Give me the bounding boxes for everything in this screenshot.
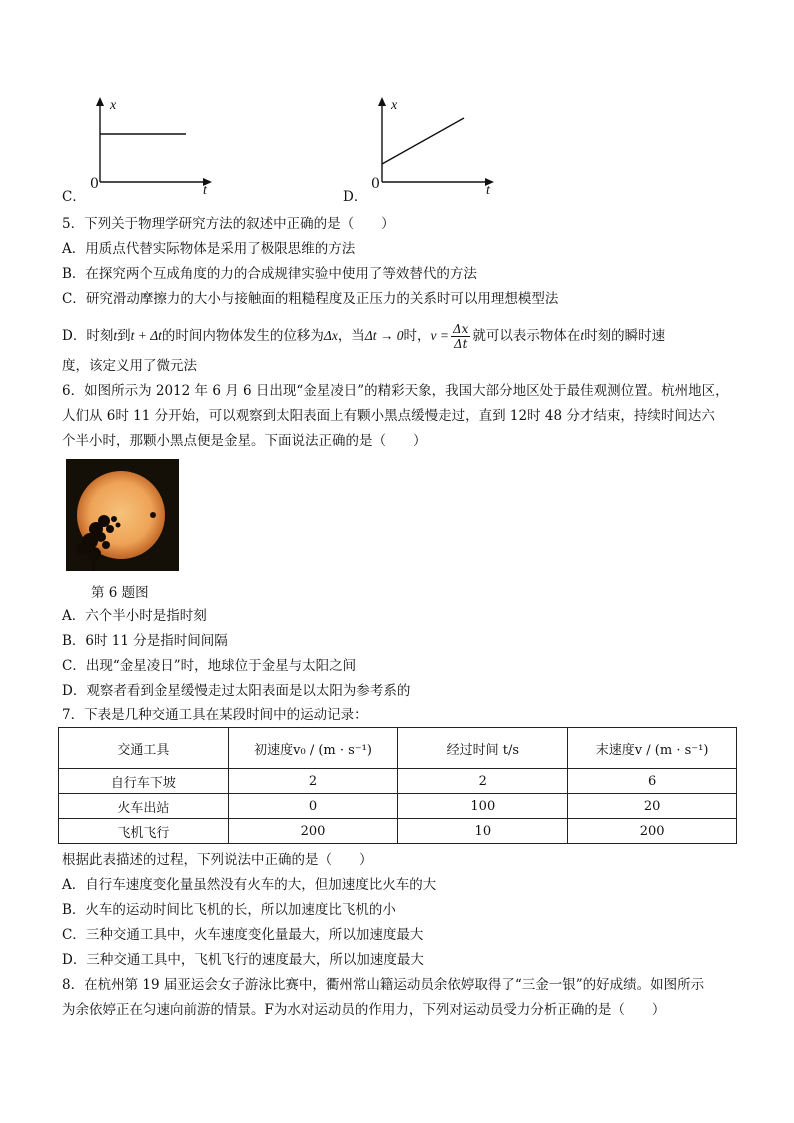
table-row	[59, 819, 737, 844]
q6-option-d: D．观察者看到金星缓慢走过太阳表面是以太阳为参考系的	[62, 683, 411, 699]
q6-option-c: C．出现“金星凌日”时，地球位于金星与太阳之间	[62, 658, 357, 674]
q7-option-c: C．三种交通工具中，火车速度变化量最大，所以加速度最大	[62, 927, 424, 943]
table-header-row	[59, 728, 737, 769]
graph-d-t-label: t	[486, 183, 490, 198]
q5-option-b: B．在探究两个互成角度的力的合成规律实验中使用了等效替代的方法	[62, 266, 477, 282]
graph-c-origin: 0	[90, 176, 99, 192]
table-cell: 100	[398, 794, 568, 819]
q5-d-text-6: 就可以表示物体在	[472, 328, 581, 344]
table-row	[59, 794, 737, 819]
q5-d-t1: t	[113, 328, 118, 343]
q5-d-text-5: 时，	[403, 328, 431, 344]
q8-line-1: 8．在杭州第 19 届亚运会女子游泳比赛中，衢州常山籍运动员余依婷取得了“三金一银”的好成绩。如图所示	[62, 977, 705, 993]
table-cell: 2	[228, 769, 398, 794]
venus-transit-photo	[66, 459, 179, 571]
table-cell: 20	[568, 794, 737, 819]
q7-followup: 根据此表描述的过程，下列说法中正确的是（ ）	[62, 852, 373, 868]
q5-option-d	[62, 322, 665, 351]
q5-d-frac-den: Δt	[453, 337, 468, 351]
q5-d-text-4: ，当	[337, 328, 365, 344]
table-cell: 飞机飞行	[59, 819, 229, 844]
q5-option-c: C．研究滑动摩擦力的大小与接触面的粗糙程度及正压力的关系时可以用理想模型法	[62, 291, 559, 307]
q6-option-b: B．6时 11 分是指时间间隔	[62, 633, 228, 649]
q7-stem: 7．下表是几种交通工具在某段时间中的运动记录：	[62, 707, 368, 723]
q6-figure-caption: 第 6 题图	[91, 585, 149, 601]
q6-line-1: 6．如图所示为 2012 年 6 月 6 日出现“金星凌日”的精彩天象，我国大部分地区处于最佳观测位置。杭州地区，	[62, 383, 729, 399]
table-cell: 0	[228, 794, 398, 819]
q5-d-frac-num: Δx	[452, 322, 469, 336]
q7-option-b: B．火车的运动时间比飞机的长，所以加速度比飞机的小	[62, 902, 396, 918]
q5-d-t2: t + Δt	[130, 328, 162, 343]
option-d-label: D．	[343, 189, 368, 205]
table-cell: 6	[568, 769, 737, 794]
transport-table	[58, 727, 737, 844]
table-cell: 200	[228, 819, 398, 844]
q7-option-a: A．自行车速度变化量虽然没有火车的大，但加速度比火车的大	[62, 877, 437, 893]
table-cell: 自行车下坡	[59, 769, 229, 794]
q6-option-a: A．六个半小时是指时刻	[62, 608, 207, 624]
graph-d-origin: 0	[371, 176, 380, 192]
q5-d-t3: t	[580, 328, 585, 343]
q5-option-a: A．用质点代替实际物体是采用了极限思维的方法	[62, 241, 356, 257]
q5-stem: 5．下列关于物理学研究方法的叙述中正确的是（ ）	[62, 216, 395, 232]
q5-d-text-2: 到	[117, 328, 131, 344]
q6-line-2: 人们从 6时 11 分开始，可以观察到太阳表面上有颗小黑点缓慢走过，直到 12时 48 分才结束，持续时间达六	[62, 408, 715, 424]
q5-d-text-7: 时刻的瞬时速	[584, 328, 666, 344]
table-cell: 2	[398, 769, 568, 794]
graph-d-x-label: x	[391, 98, 398, 113]
q5-d-v: v =	[430, 328, 449, 343]
q5-d-dt-limit: Δt → 0	[364, 328, 404, 343]
graph-c-t-label: t	[203, 183, 207, 198]
q5-option-d-cont: 度，该定义用了微元法	[62, 358, 197, 374]
q5-d-text-1: D．时刻	[62, 328, 114, 344]
table-cell: 10	[398, 819, 568, 844]
sun-image	[66, 459, 179, 571]
graph-c-x-label: x	[110, 98, 117, 113]
q6-line-3: 个半小时，那颗小黑点便是金星。下面说法正确的是（ ）	[62, 433, 427, 449]
q5-d-fraction	[451, 322, 470, 351]
table-header-cell: 交通工具	[59, 728, 229, 769]
table-cell: 200	[568, 819, 737, 844]
q8-line-2: 为余依婷正在匀速向前游的情景。F为水对运动员的作用力，下列对运动员受力分析正确的是（ ）	[62, 1002, 666, 1018]
graph-c-constant-position	[88, 96, 218, 196]
q5-d-text-3: 的时间内物体发生的位移为	[161, 328, 324, 344]
table-header-cell: 初速度v₀ / (m · s⁻¹)	[228, 728, 398, 769]
table-cell: 火车出站	[59, 794, 229, 819]
table-header-cell: 末速度v / (m · s⁻¹)	[568, 728, 737, 769]
option-c-label: C．	[62, 189, 86, 205]
graph-d-linear-position	[370, 96, 500, 196]
table-row	[59, 769, 737, 794]
q5-d-dx: Δx	[323, 328, 338, 343]
q7-option-d: D．三种交通工具中，飞机飞行的速度最大，所以加速度最大	[62, 952, 424, 968]
table-header-cell: 经过时间 t/s	[398, 728, 568, 769]
